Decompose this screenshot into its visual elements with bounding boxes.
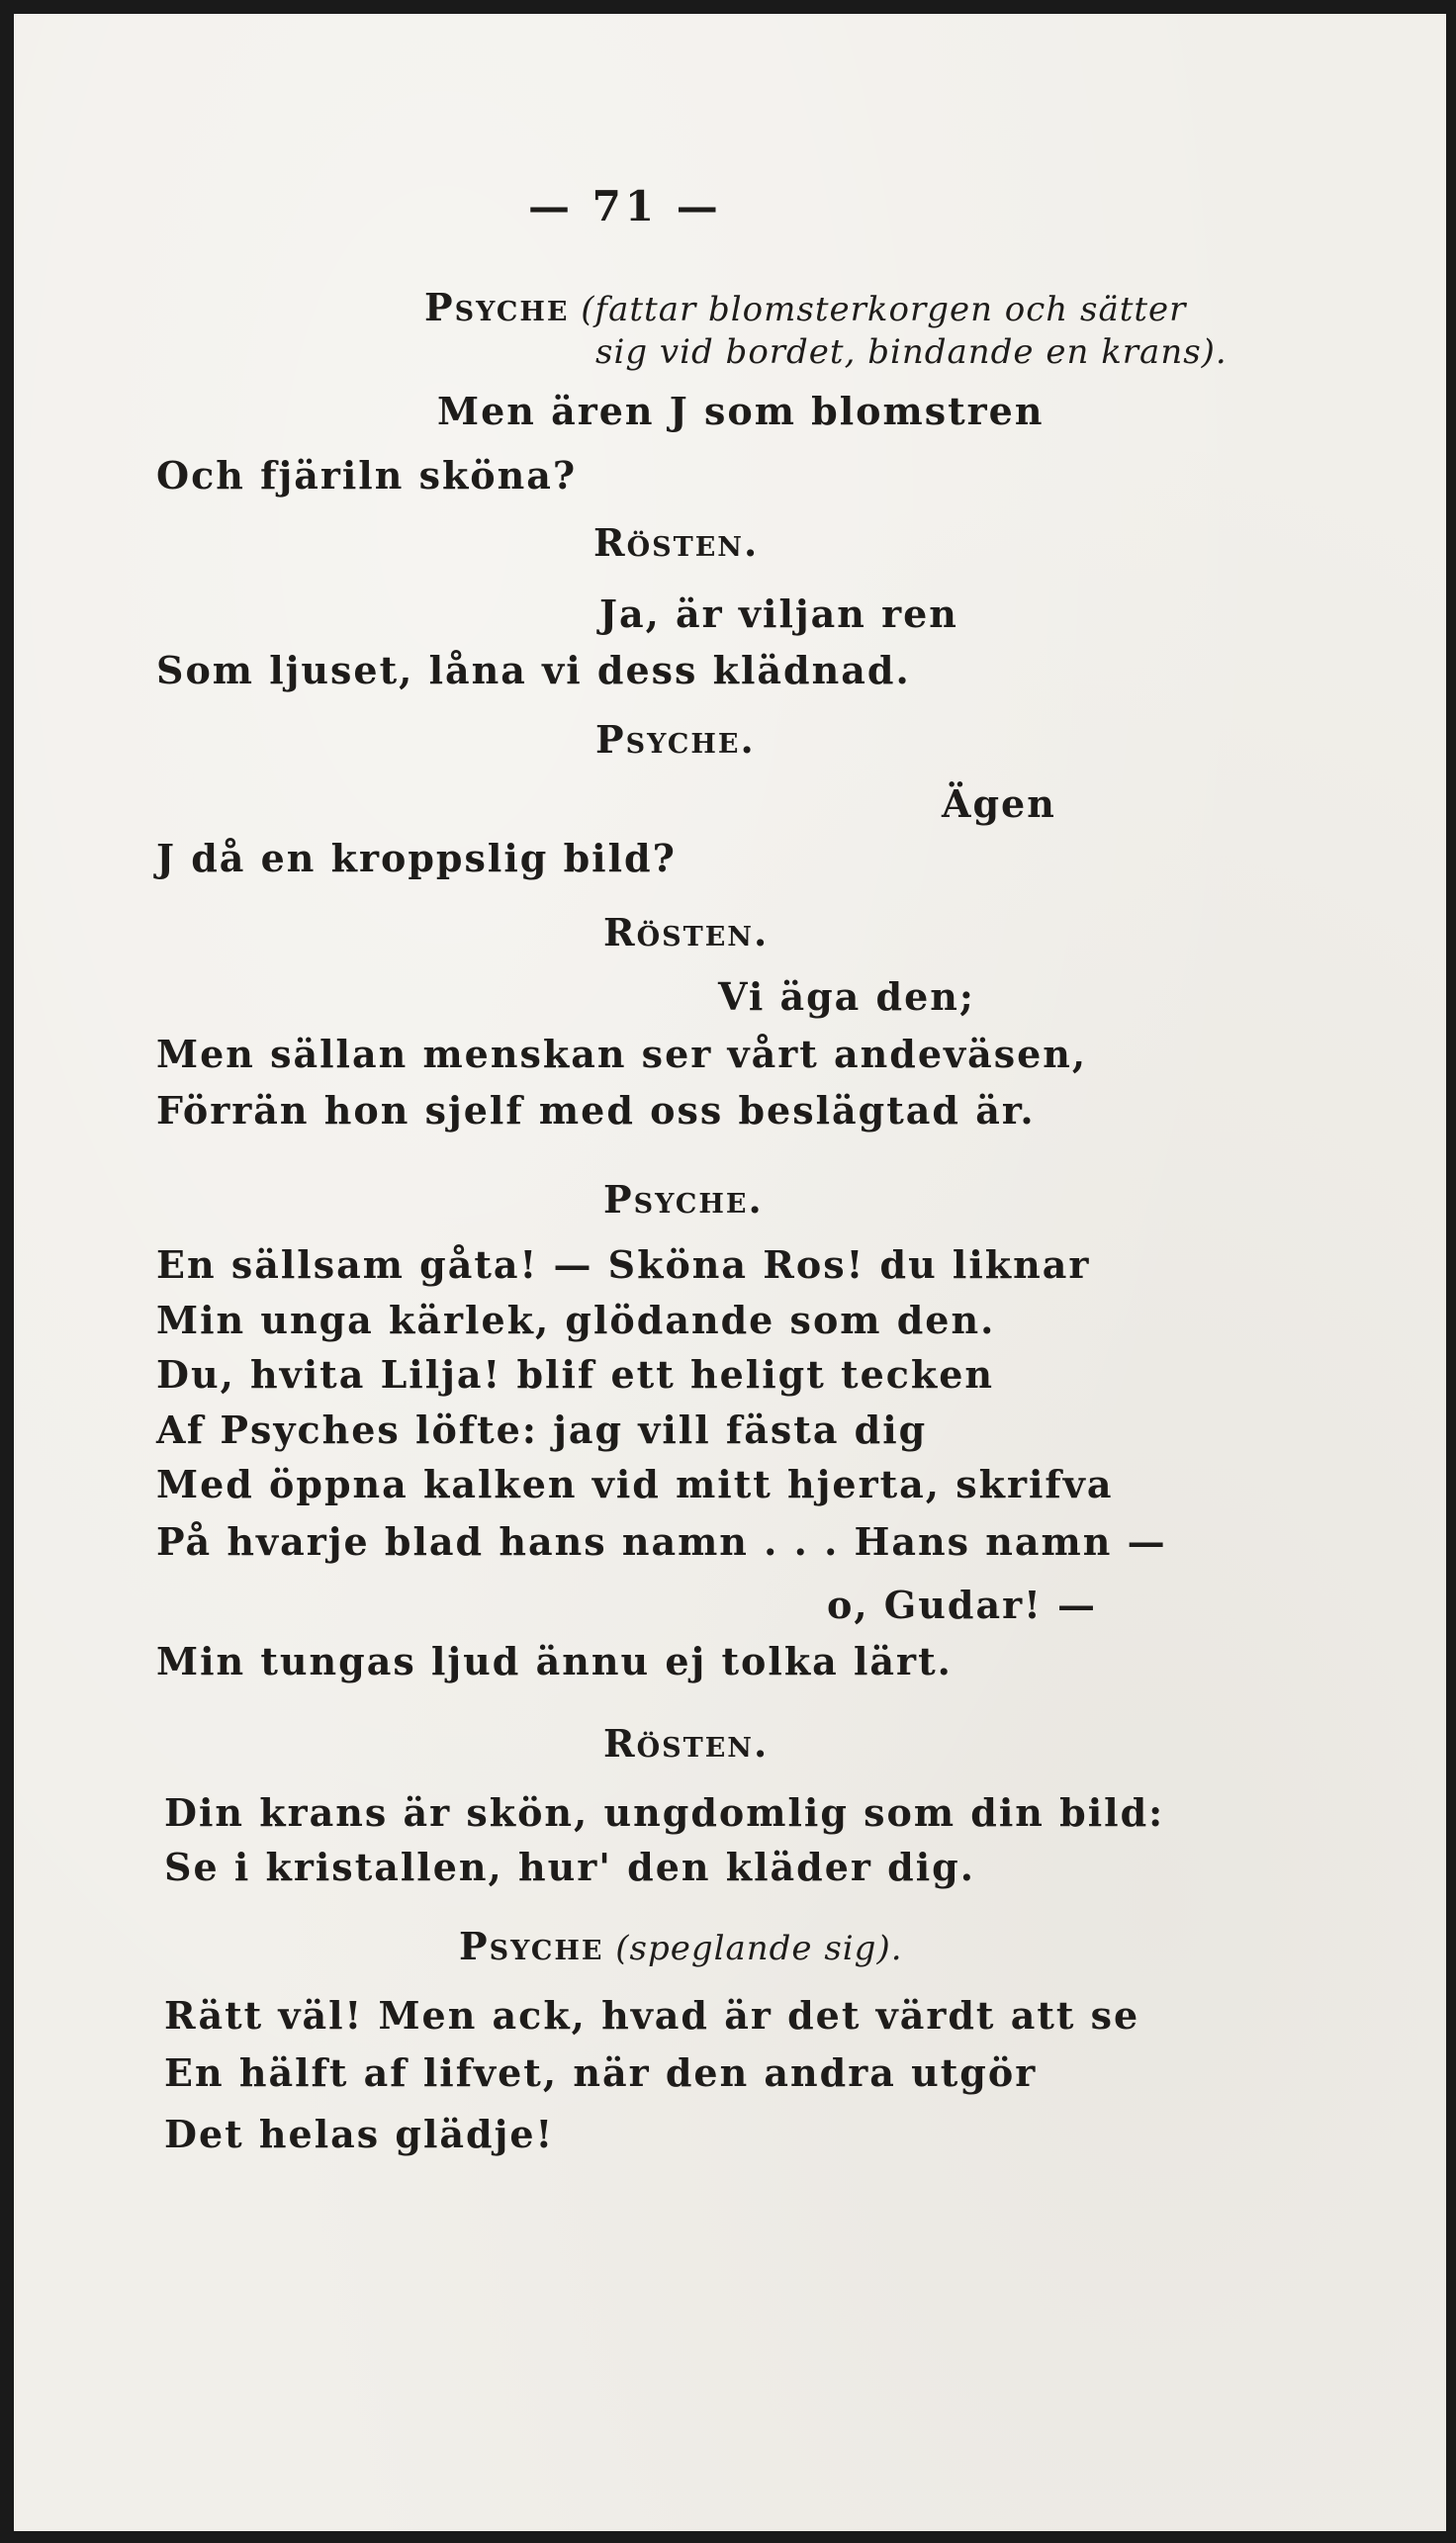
verse-line: J då en kroppslig bild? <box>156 836 677 880</box>
stage-direction-line <box>459 1924 903 1968</box>
verse-line: Min tungas ljud ännu ej tolka lärt. <box>156 1639 953 1683</box>
verse-line: En hälft af lifvet, när den andra utgör <box>164 2050 1038 2095</box>
verse-line: Det helas glädje! <box>164 2112 555 2156</box>
verse-line: Se i kristallen, hur' den kläder dig. <box>164 1845 975 1889</box>
verse-line: Ja, är viljan ren <box>599 591 958 636</box>
verse-line: Och fjäriln sköna? <box>156 453 578 498</box>
verse-line: Du, hvita Lilja! blif ett heligt tecken <box>156 1352 995 1397</box>
stage-direction-line: sig vid bordet, bindande en krans). <box>595 332 1228 372</box>
speaker-heading: Psyche. <box>595 717 756 762</box>
verse-line: Rätt väl! Men ack, hvad är det värdt att se <box>164 1993 1140 2038</box>
verse-line: Din krans är skön, ungdomlig som din bild: <box>164 1790 1165 1835</box>
speaker-heading: Rösten. <box>603 1721 770 1766</box>
speaker-heading: Rösten. <box>603 910 770 954</box>
verse-line: Vi äga den; <box>718 974 975 1019</box>
verse-line: Men ären J som blomstren <box>437 389 1045 433</box>
verse-line: Men sällan menskan ser vårt andeväsen, <box>156 1032 1088 1076</box>
verse-line: Ägen <box>942 781 1056 826</box>
verse-line: Som ljuset, låna vi dess klädnad. <box>156 648 911 692</box>
verse-line: En sällsam gåta! — Sköna Ros! du liknar <box>156 1242 1091 1287</box>
verse-line: Förrän hon sjelf med oss beslägtad är. <box>156 1088 1036 1133</box>
stage-direction: (speglande sig). <box>603 1929 903 1968</box>
stage-direction: (fattar blomsterkorgen och sätter <box>569 290 1187 329</box>
speaker-heading: Psyche. <box>603 1177 764 1222</box>
verse-line: På hvarje blad hans namn . . . Hans namn — <box>156 1519 1167 1564</box>
book-page <box>14 14 1446 2531</box>
page-number: — 71 — <box>528 182 722 230</box>
verse-line: o, Gudar! — <box>827 1583 1098 1627</box>
stage-direction-line <box>424 285 1187 329</box>
speaker-heading: Rösten. <box>593 520 760 565</box>
verse-line: Min unga kärlek, glödande som den. <box>156 1298 996 1342</box>
verse-line: Af Psyches löfte: jag vill fästa dig <box>156 1408 928 1452</box>
speaker-name: Psyche <box>459 1924 604 1968</box>
verse-line: Med öppna kalken vid mitt hjerta, skrifva <box>156 1462 1114 1506</box>
speaker-name: Psyche <box>424 285 570 329</box>
